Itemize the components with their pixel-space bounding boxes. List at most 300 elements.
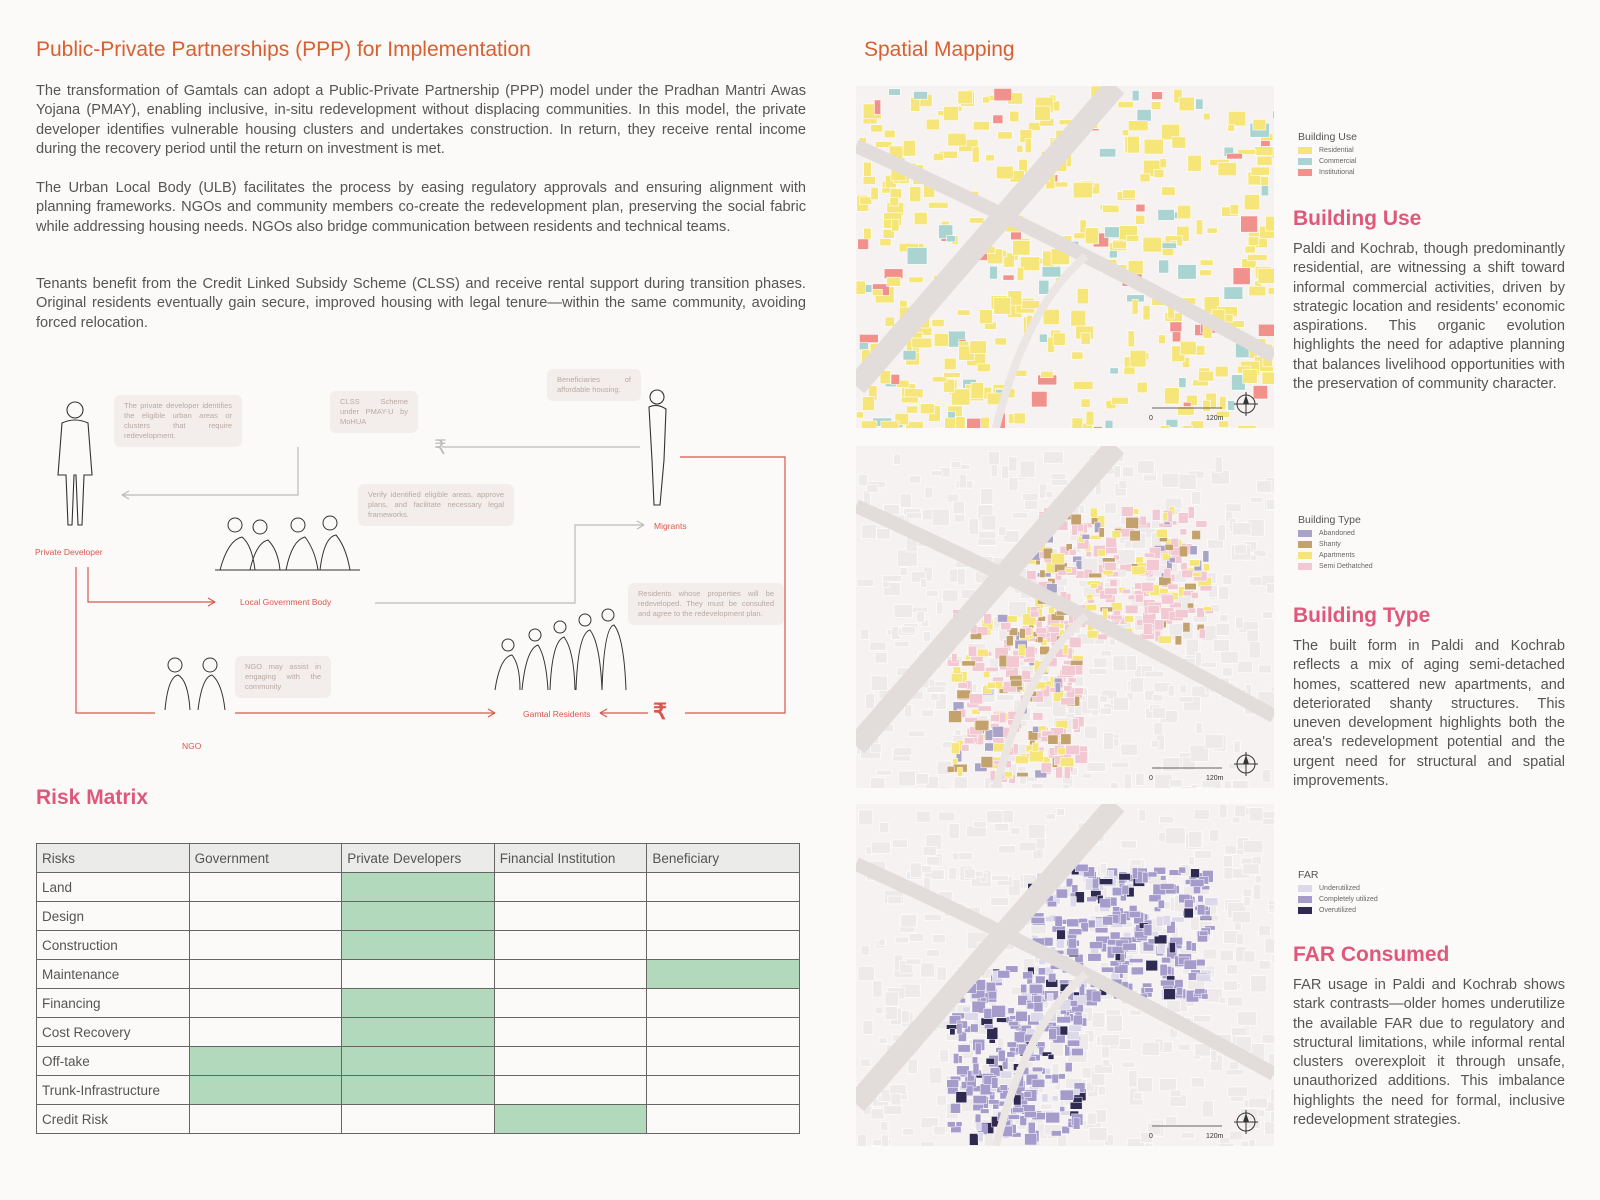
building-footprint	[1262, 812, 1274, 819]
building-footprint	[1103, 916, 1113, 925]
building-footprint	[1101, 1034, 1120, 1045]
building-footprint	[1203, 949, 1217, 959]
building-footprint	[1208, 540, 1224, 549]
legend-item	[1298, 147, 1357, 154]
building-footprint	[1102, 558, 1115, 562]
building-footprint	[970, 694, 983, 704]
building-footprint	[1255, 875, 1261, 883]
building-footprint	[1099, 148, 1115, 157]
building-footprint	[961, 1081, 967, 1088]
building-footprint	[1060, 1090, 1073, 1100]
building-footprint	[1070, 897, 1076, 907]
building-footprint	[901, 915, 916, 927]
building-footprint	[1144, 924, 1152, 936]
building-footprint	[1241, 1141, 1249, 1146]
building-footprint	[991, 465, 998, 477]
building-footprint	[1225, 845, 1237, 854]
building-footprint	[862, 397, 874, 411]
label-private-developer: Private Developer	[35, 547, 103, 557]
building-footprint	[1180, 529, 1187, 535]
risk-cell-empty	[189, 1018, 342, 1047]
note-residents: Residents whose properties will be redeveloped. They must be consulted and agree to the redevelopment plan.	[628, 583, 784, 625]
building-footprint	[1119, 480, 1127, 488]
risk-cell-empty	[647, 1105, 800, 1134]
building-footprint	[1099, 528, 1104, 537]
building-footprint	[1105, 503, 1117, 514]
building-use-map	[856, 86, 1274, 428]
building-footprint	[1092, 991, 1101, 1002]
building-footprint	[1235, 805, 1246, 817]
building-footprint	[1072, 418, 1083, 428]
building-footprint	[1203, 551, 1209, 562]
building-footprint	[1090, 942, 1103, 949]
building-footprint	[1159, 538, 1167, 542]
building-footprint	[952, 654, 957, 662]
building-footprint	[1073, 1015, 1082, 1025]
building-footprint	[1136, 204, 1145, 212]
building-footprint	[1197, 608, 1205, 618]
scale-end-label: 120m	[1206, 415, 1224, 422]
label-gamtal-residents: Gamtal Residents	[523, 709, 591, 719]
building-footprint	[1113, 656, 1126, 671]
legend-title: Building Type	[1298, 514, 1361, 526]
risk-header-risks: Risks	[37, 844, 190, 873]
building-footprint	[1170, 1090, 1181, 1097]
risk-cell-assigned	[494, 1105, 647, 1134]
building-footprint	[1041, 1104, 1053, 1109]
building-footprint	[1201, 662, 1217, 667]
building-footprint	[1184, 960, 1197, 969]
far-heading: FAR Consumed	[1293, 943, 1450, 966]
building-footprint	[1244, 194, 1259, 209]
building-footprint	[1238, 1011, 1257, 1025]
building-use-text: Paldi and Kochrab, though predominantly residential, are witnessing a shift toward informal commercial activities, driven by strategic location and residents' economic aspirations. This organic evolution highlights the need for adaptive planning that balances livelihood opportunities with the preservation of community character.	[1293, 241, 1565, 393]
building-footprint	[955, 730, 961, 736]
legend-swatch	[1298, 541, 1312, 548]
building-footprint	[1266, 216, 1274, 231]
building-footprint	[937, 967, 946, 981]
building-footprint	[1168, 584, 1178, 590]
building-footprint	[1184, 900, 1193, 908]
building-footprint	[906, 406, 918, 413]
building-footprint	[1073, 381, 1093, 389]
building-footprint	[1098, 1086, 1105, 1095]
building-footprint	[1119, 873, 1131, 880]
building-footprint	[1261, 185, 1268, 196]
building-footprint	[1243, 370, 1258, 384]
building-footprint	[1100, 696, 1108, 702]
building-footprint	[927, 686, 945, 692]
building-footprint	[1048, 735, 1058, 744]
building-footprint	[981, 515, 996, 530]
building-footprint	[1158, 636, 1171, 643]
table-row	[37, 1018, 800, 1047]
building-footprint	[1146, 559, 1159, 570]
building-footprint	[1154, 169, 1164, 177]
building-footprint	[1122, 129, 1128, 135]
risk-cell-assigned	[342, 902, 495, 931]
building-footprint	[901, 1011, 909, 1023]
building-footprint	[1092, 1013, 1105, 1028]
building-footprint	[971, 382, 984, 398]
building-footprint	[953, 1053, 958, 1063]
spatial-mapping-title: Spatial Mapping	[864, 38, 1015, 61]
building-footprint	[1232, 817, 1240, 823]
building-footprint	[1121, 507, 1133, 517]
building-footprint	[1067, 948, 1079, 955]
building-footprint	[1259, 665, 1272, 673]
building-footprint	[881, 421, 899, 428]
building-footprint	[1253, 884, 1261, 899]
building-footprint	[1140, 174, 1150, 182]
building-footprint	[900, 568, 907, 576]
legend-label: Institutional	[1319, 169, 1355, 176]
building-use-heading: Building Use	[1293, 207, 1422, 230]
building-footprint	[1249, 577, 1262, 586]
building-footprint	[1137, 382, 1147, 393]
building-footprint	[1168, 685, 1174, 696]
building-footprint	[975, 871, 983, 877]
risk-cell-empty	[494, 960, 647, 989]
building-footprint	[1262, 612, 1272, 619]
building-footprint	[885, 317, 895, 326]
building-footprint	[1177, 205, 1190, 219]
building-footprint	[1196, 974, 1210, 982]
building-footprint	[859, 334, 878, 342]
building-footprint	[944, 372, 961, 377]
building-footprint	[1118, 101, 1134, 107]
risk-cell-empty	[647, 1076, 800, 1105]
building-footprint	[880, 239, 891, 246]
legend-swatch	[1298, 896, 1312, 903]
risk-cell-assigned	[647, 960, 800, 989]
building-footprint	[1255, 147, 1274, 156]
building-footprint	[1265, 938, 1274, 953]
building-footprint	[1219, 587, 1229, 600]
building-footprint	[947, 1080, 959, 1088]
building-footprint	[1165, 828, 1185, 844]
building-footprint	[856, 281, 865, 294]
building-type-heading: Building Type	[1293, 604, 1431, 627]
building-footprint	[954, 777, 967, 788]
building-footprint	[1110, 783, 1118, 788]
building-footprint	[1137, 109, 1151, 121]
building-footprint	[1203, 564, 1209, 571]
building-footprint	[1134, 1092, 1142, 1099]
building-footprint	[1047, 993, 1053, 1001]
building-footprint	[1125, 605, 1138, 613]
building-footprint	[1132, 868, 1137, 879]
building-footprint	[1172, 331, 1181, 342]
building-footprint	[1148, 872, 1157, 877]
building-footprint	[1224, 781, 1231, 788]
building-footprint	[1268, 287, 1274, 294]
building-footprint	[967, 826, 987, 837]
building-footprint	[1085, 228, 1099, 244]
building-footprint	[874, 100, 880, 114]
building-footprint	[916, 811, 931, 822]
building-footprint	[925, 487, 933, 498]
building-footprint	[1178, 1044, 1190, 1050]
building-footprint	[1056, 720, 1068, 728]
building-footprint	[1205, 898, 1218, 906]
building-footprint	[1137, 1078, 1152, 1092]
risk-cell-empty	[494, 989, 647, 1018]
building-footprint	[1104, 733, 1114, 750]
building-footprint	[908, 731, 924, 737]
building-footprint	[951, 461, 961, 467]
building-footprint	[1063, 645, 1068, 655]
building-footprint	[1100, 879, 1113, 885]
building-footprint	[870, 642, 886, 650]
building-footprint	[933, 153, 944, 160]
building-footprint	[1090, 508, 1097, 518]
building-footprint	[1165, 388, 1180, 404]
legend-swatch	[1298, 147, 1312, 154]
legend-item	[1298, 552, 1373, 559]
building-footprint	[949, 824, 960, 839]
building-footprint	[1081, 399, 1090, 408]
building-footprint	[932, 509, 949, 526]
label-ngo: NGO	[182, 741, 202, 751]
building-footprint	[1148, 606, 1160, 614]
risk-cell-empty	[189, 960, 342, 989]
building-footprint	[1086, 552, 1092, 557]
building-footprint	[1098, 634, 1108, 640]
building-footprint	[1112, 241, 1126, 248]
building-footprint	[1048, 1054, 1054, 1059]
building-footprint	[1180, 341, 1196, 355]
building-footprint	[1060, 757, 1074, 766]
legend-swatch	[1298, 907, 1312, 914]
building-footprint	[1200, 260, 1213, 266]
building-footprint	[873, 980, 882, 997]
building-footprint	[1193, 886, 1200, 894]
building-footprint	[1220, 615, 1228, 622]
building-footprint	[970, 341, 987, 354]
building-footprint	[903, 140, 915, 156]
building-footprint	[904, 389, 923, 398]
building-footprint	[1057, 1017, 1071, 1023]
building-footprint	[998, 970, 1010, 978]
building-footprint	[986, 667, 998, 671]
building-footprint	[1133, 509, 1139, 515]
building-footprint	[1042, 267, 1061, 277]
building-footprint	[1130, 350, 1146, 367]
building-footprint	[969, 518, 979, 534]
legend-label: Residential	[1319, 147, 1354, 154]
building-footprint	[957, 569, 965, 585]
risk-cell-empty	[342, 960, 495, 989]
legend-item	[1298, 896, 1378, 903]
building-footprint	[969, 218, 984, 223]
building-footprint	[998, 846, 1015, 853]
building-footprint	[975, 1114, 981, 1123]
building-footprint	[1067, 1040, 1079, 1046]
building-footprint	[1188, 832, 1202, 848]
legend-item	[1298, 169, 1357, 176]
building-footprint	[1025, 499, 1038, 509]
risk-cell-empty	[189, 989, 342, 1018]
building-footprint	[929, 1067, 942, 1083]
building-footprint	[997, 1018, 1007, 1023]
building-footprint	[857, 579, 874, 586]
legend-item	[1298, 563, 1373, 570]
risk-name-cell: Maintenance	[37, 960, 190, 989]
building-footprint	[901, 397, 918, 403]
building-footprint	[1087, 897, 1097, 902]
building-footprint	[1002, 466, 1009, 479]
building-footprint	[1069, 929, 1082, 935]
building-footprint	[996, 166, 1013, 179]
building-footprint	[1249, 1139, 1256, 1146]
building-footprint	[1188, 973, 1197, 981]
rupee-icon: ₹	[653, 699, 667, 724]
building-footprint	[1013, 240, 1030, 255]
building-footprint	[1179, 697, 1193, 702]
building-footprint	[1257, 481, 1272, 492]
building-footprint	[875, 652, 887, 663]
far-legend	[1298, 869, 1378, 914]
building-footprint	[1052, 1096, 1058, 1101]
building-footprint	[1245, 246, 1255, 253]
building-use-legend	[1298, 131, 1357, 176]
building-footprint	[1121, 841, 1137, 848]
building-footprint	[1202, 1101, 1213, 1117]
building-footprint	[1105, 562, 1117, 570]
building-footprint	[1043, 309, 1059, 324]
building-footprint	[1169, 942, 1175, 952]
risk-cell-assigned	[342, 1018, 495, 1047]
table-row	[37, 989, 800, 1018]
risk-matrix-title: Risk Matrix	[36, 786, 149, 809]
building-footprint	[1195, 850, 1212, 858]
risk-name-cell: Design	[37, 902, 190, 931]
building-footprint	[1228, 997, 1243, 1006]
building-footprint	[1064, 686, 1072, 692]
building-footprint	[959, 853, 973, 860]
building-footprint	[973, 821, 986, 827]
building-footprint	[1061, 734, 1071, 745]
building-footprint	[972, 1001, 985, 1013]
building-footprint	[1241, 216, 1258, 232]
building-footprint	[978, 706, 992, 711]
building-footprint	[863, 177, 875, 185]
building-footprint	[1067, 919, 1079, 927]
building-footprint	[1154, 723, 1163, 736]
building-footprint	[1158, 209, 1174, 220]
building-footprint	[1068, 678, 1076, 683]
building-footprint	[1007, 1042, 1016, 1047]
building-footprint	[1108, 870, 1113, 879]
risk-name-cell: Land	[37, 873, 190, 902]
building-footprint	[1265, 1121, 1274, 1134]
building-footprint	[943, 590, 958, 602]
building-footprint	[1106, 1015, 1122, 1031]
risk-cell-empty	[189, 873, 342, 902]
building-footprint	[995, 338, 1007, 345]
building-footprint	[957, 690, 971, 699]
building-footprint	[1098, 549, 1105, 556]
building-footprint	[1052, 1074, 1059, 1083]
building-footprint	[1146, 960, 1158, 971]
building-footprint	[890, 1085, 906, 1095]
legend-label: Overutilized	[1319, 907, 1356, 914]
risk-header-beneficiary: Beneficiary	[647, 844, 800, 873]
building-footprint	[1032, 1079, 1045, 1087]
risk-header-government: Government	[189, 844, 342, 873]
building-footprint	[1170, 322, 1182, 332]
building-footprint	[887, 277, 901, 286]
building-footprint	[1072, 1048, 1084, 1055]
risk-cell-assigned	[342, 1047, 495, 1076]
building-footprint	[1164, 568, 1171, 577]
building-footprint	[1085, 878, 1092, 890]
building-footprint	[1224, 287, 1243, 300]
building-footprint	[1266, 584, 1274, 594]
building-footprint	[1227, 965, 1238, 975]
building-footprint	[907, 513, 922, 519]
building-footprint	[1266, 500, 1274, 510]
building-footprint	[1022, 671, 1031, 680]
building-footprint	[1258, 324, 1274, 336]
building-footprint	[981, 417, 990, 428]
risk-cell-empty	[647, 902, 800, 931]
building-footprint	[1024, 1092, 1031, 1098]
building-footprint	[1200, 586, 1212, 591]
building-footprint	[1066, 745, 1080, 754]
risk-cell-empty	[647, 873, 800, 902]
building-footprint	[1199, 629, 1205, 639]
building-footprint	[1160, 816, 1174, 823]
building-footprint	[861, 1059, 871, 1066]
building-footprint	[1003, 275, 1014, 280]
building-footprint	[999, 712, 1006, 722]
risk-cell-empty	[494, 1047, 647, 1076]
building-footprint	[871, 125, 883, 132]
building-footprint	[1106, 537, 1117, 547]
risk-cell-empty	[494, 931, 647, 960]
building-footprint	[999, 526, 1007, 535]
risk-cell-empty	[494, 902, 647, 931]
building-footprint	[1077, 288, 1088, 303]
building-footprint	[864, 228, 871, 240]
table-row	[37, 1076, 800, 1105]
building-footprint	[1190, 546, 1197, 555]
building-footprint	[948, 411, 956, 418]
building-footprint	[1162, 758, 1179, 771]
building-footprint	[1207, 228, 1217, 233]
building-footprint	[975, 1043, 981, 1055]
building-footprint	[1233, 268, 1250, 285]
building-footprint	[992, 875, 1009, 880]
building-footprint	[947, 1122, 955, 1127]
legend-swatch	[1298, 158, 1312, 165]
building-footprint	[994, 297, 1011, 314]
building-footprint	[895, 641, 909, 647]
legend-swatch	[1298, 563, 1312, 570]
building-footprint	[1191, 421, 1204, 428]
building-footprint	[1272, 954, 1274, 962]
note-beneficiaries: Beneficiaries of affordable housing.	[547, 369, 641, 401]
building-footprint	[1039, 280, 1049, 294]
building-footprint	[987, 811, 1003, 823]
legend-label: Shanty	[1319, 541, 1341, 548]
building-footprint	[1033, 726, 1039, 732]
building-footprint	[1032, 783, 1043, 788]
building-footprint	[1087, 763, 1106, 772]
building-footprint	[1181, 563, 1187, 570]
